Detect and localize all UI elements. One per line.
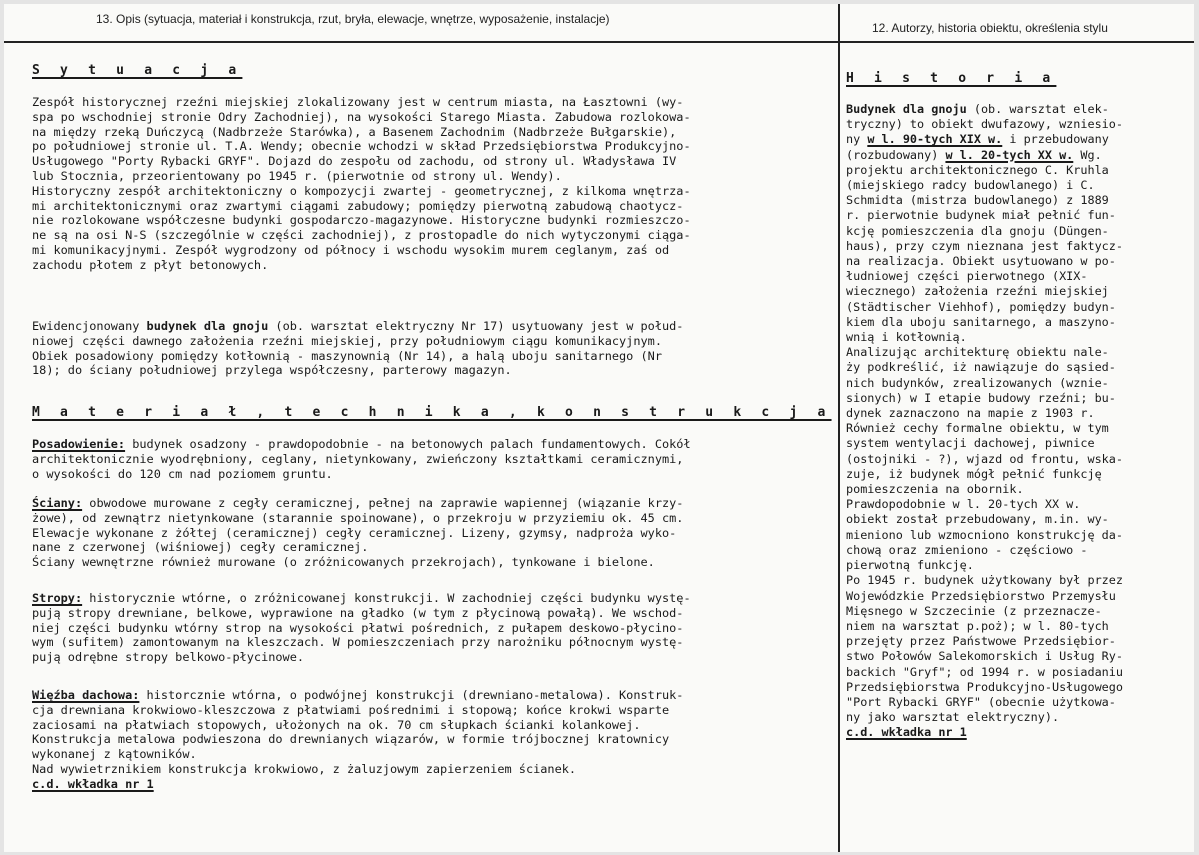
emphasis-text: w l. 20-tych XX w. [945,147,1074,162]
stropy-label: Stropy: [32,591,83,605]
continuation-note-left [32,777,683,792]
continuation-note-right [846,725,1123,740]
sciany-line [32,496,683,511]
historia-line: ny jako warsztat elektryczny). [846,710,1060,725]
document-sheet [4,4,1194,852]
historia-line: backich "Gryf"; od 1994 r. w posiadaniu [846,664,1123,679]
stropy-text: historycznie wtórne, o zróżnicowanej konstrukcji. W zachodniej części budynku wystę- [82,591,691,605]
wiezba-line: Nad wywietrznikiem konstrukcja krokwiowo, z żaluzjowym zapierzeniem ścianek. [32,761,577,776]
historia-line: przejęty przez Państwowe Przedsiębior- [846,634,1116,649]
wiezba-line [32,688,683,703]
historia-line: chową oraz zmieniono - częściowo - [846,542,1088,557]
wiezba-text: historcznie wtórna, o podwójnej konstrukcji (drewniano-metalowa). Konstruk- [139,688,684,702]
stropy-line: niej części budynku wtórny strop na wysokości płatwi pośrednich, z pułapem deskowo-płycino- [32,620,684,635]
right-column-header: 12. Autorzy, historia obiektu, określenia stylu [872,21,1108,35]
historia-line: Budynek dla gnoju (ob. warsztat elek- [846,102,1109,116]
historia-line: pomieszczenia na obornik. [846,482,1024,497]
historia-line: Również cechy formalne obiektu, w tym [846,421,1109,436]
sciany-paragraph [32,496,683,570]
sytuacja-paragraph [32,95,691,273]
left-column-header: 13. Opis (sytuacja, materiał i konstrukcja, rzut, bryła, elewacje, wnętrze, wyposażenie, instalacje) [96,12,610,26]
emphasis-text: budynek dla gnoju [146,319,269,333]
wiezba-line: cja drewniana krokwiowo-kleszczowa z płatwiami pośrednimi i stopową; końce krokwi wsparte [32,702,670,717]
historia-line: system wentylacji dachowej, piwnice [846,436,1095,451]
historia-line: projektu architektonicznego C. Kruhla [846,162,1109,177]
sytuacja-line: nie rozlokowane współczesne budynki gospodarczo-magazynowe. Historyczne budynki rozmieszczo- [32,213,691,228]
wiezba-line: Konstrukcja metalowa podwieszona do drewnianych wiązarów, w formie trójbocznej kratownicy [32,732,670,747]
sytuacja-line: po południowej stronie ul. T.A. Wendy; obecnie wchodzi w skład Przedsiębiorstwa Produkcyjno- [32,139,691,154]
historia-line: łudniowej części pierwotnego (XIX- [846,269,1088,284]
historia-line: haus), przy czym nieznana jest faktycz- [846,238,1123,253]
historia-line: Przedsiębiorstwa Produkcyjno-Usługowego [846,679,1123,694]
historia-line: kiem dla uboju sanitarnego, a maszyno- [846,314,1116,329]
wiezba-paragraph [32,688,683,792]
continuation-note-right-text: c.d. wkładka nr 1 [846,725,967,740]
emphasis-text: w l. 90-tych XIX w. [867,132,1003,147]
historia-line: (rozbudowany) w l. 20-tych XX w. Wg. [846,147,1102,162]
emphasis-text: Budynek dla gnoju [846,102,967,116]
ewidencja-line: Obiek posadowiony pomiędzy kotłownią - maszynownią (Nr 14), a halą uboju sanitarnego (Nr [32,348,662,363]
sytuacja-line: na między rzeką Duńczycą (Nadbrzeże Starówka), a Basenem Zachodnim (Nadbrzeże Bułgarskie), [32,124,677,139]
sciany-label: Ściany: [32,496,83,510]
section-title-sytuacja: S y t u a c j a [32,63,243,78]
sciany-line: żowe), od zewnątrz nietynkowane (starannie spoinowane), o przekroju w przyziemiu ok. 45 cm. [32,510,684,525]
historia-line: Schmidta (mistrza budowlanego) z 1889 [846,193,1109,208]
header-divider-right [840,41,1194,43]
historia-line: mieniono lub wzmocniono konstrukcję da- [846,527,1123,542]
historia-line: dynek zaznaczono na mapie z 1903 r. [846,406,1095,421]
ewidencja-paragraph [32,319,683,378]
ewidencja-line-text: Ewidencjonowany budynek dla gnoju (ob. warsztat elektryczny Nr 17) usytuowany jest w połud- [32,319,684,333]
historia-paragraph [846,102,1123,741]
historia-line: (miejskiego radcy budowlanego) i C. [846,178,1095,193]
sciany-line: Ściany wewnętrzne również murowane (o zróżnicowanych przekrojach), tynkowane i bielone. [32,555,655,570]
stropy-line: wym (sufitem) zamontowanym na kleszczach. W pomieszczeniach przy narożniku północnym wystę- [32,635,684,650]
posadowienie-line [32,437,691,452]
historia-line: "Port Rybacki GRYF" (obecnie użytkowa- [846,694,1116,709]
historia-line: Wojewódzkie Przedsiębiorstwo Przemysłu [846,588,1116,603]
posadowienie-label: Posadowienie: [32,437,126,451]
historia-line: zuje, iż budynek mógł pełnić funkcję [846,466,1102,481]
column-divider [838,4,840,852]
section-title-historia: H i s t o r i a [846,71,1057,86]
historia-line: sionych) w I etapie budowy rzeźni; bu- [846,390,1116,405]
historia-line: wiecznego) założenia rzeźni miejskiej [846,284,1109,299]
sytuacja-line: mi komunikacyjnymi. Zespół wygrodzony od północy i wschodu wysokim murem ceglanym, zaś od [32,242,670,257]
historia-line: ny w l. 90-tych XIX w. i przebudowany [846,132,1109,147]
stropy-line: pują stropy drewniane, belkowe, wyprawione na gładko (w tym z płycinową powałą). We wschod- [32,605,684,620]
historia-line: Analizując architekturę obiektu nale- [846,345,1109,360]
ewidencja-line: 18); do ściany południowej przylega współczesny, parterowy magazyn. [32,363,512,378]
historia-line: obiekt został przebudowany, m.in. wy- [846,512,1109,527]
historia-line: r. pierwotnie budynek miał pełnić fun- [846,208,1116,223]
wiezba-label: Więźba dachowa: [32,688,140,702]
wiezba-line: wykonanej z kątowników. [32,747,197,762]
ewidencja-line [32,319,683,334]
historia-line: niem na warsztat p.poż); w l. 80-tych [846,618,1109,633]
historia-line: wnią i kotłownią. [846,330,967,345]
posadowienie-paragraph [32,437,691,481]
historia-line: tryczny) to obiekt dwufazowy, wzniesio- [846,117,1123,132]
sytuacja-line: Usługowego "Porty Rybacki GRYF". Dojazd do zespołu od zachodu, od strony ul. Władysława IV [32,154,677,169]
historia-line: (ostojniki - ?), wjazd od frontu, wska- [846,451,1123,466]
sciany-text: obwodowe murowane z cegły ceramicznej, pełnej na zaprawie wapiennej (wiązanie krzy- [82,496,684,510]
posadowienie-text: budynek osadzony - prawdopodobnie - na betonowych palach fundamentowych. Cokół [125,437,691,451]
sciany-line: nane z czerwonej (wiśniowej) cegły ceramicznej. [32,540,369,555]
historia-line: stwo Połowów Salekomorskich i Usług Ry- [846,649,1123,664]
historia-line: nich budynków, zrealizowanych (wznie- [846,375,1109,390]
posadowienie-line: architektonicznie wyodrębniony, ceglany, nietynkowany, zwieńczony kształtkami ceramicznymi, [32,451,684,466]
historia-line: kcję pomieszczenia dla gnoju (Düngen- [846,223,1109,238]
sytuacja-line: Zespół historycznej rzeźni miejskiej zlokalizowany jest w centrum miasta, na Łasztowni (wy- [32,95,684,109]
historia-line: ży podkreślić, iż nawiązuje do sąsied- [846,360,1116,375]
posadowienie-line: o wysokości do 120 cm nad poziomem gruntu. [32,466,333,481]
stropy-paragraph [32,591,691,665]
section-title-material: M a t e r i a ł , t e c h n i k a , k o n s t r u k c j a [32,405,832,420]
wiezba-line: zaciosami na płatwiach stopowych, ułożonych na ok. 70 cm słupkach ścianki kolankowej. [32,717,641,732]
stropy-line: pują odrębne stropy belkowo-płycinowe. [32,650,305,665]
historia-line: na realizacja. Obiekt usytuowano w po- [846,254,1116,269]
sciany-line: Elewacje wykonane z żółtej (ceramicznej) cegły ceramicznej. Lizeny, gzymsy, nadproża wyko- [32,525,677,540]
sytuacja-line: mi architektonicznymi oraz zwartymi ciągami zabudowy; pomiędzy pierwotną zabudową chaotycz- [32,198,684,213]
historia-line: pierwotną funkcję. [846,558,974,573]
historia-line: Po 1945 r. budynek użytkowany był przez [846,573,1123,588]
header-divider-left [4,41,838,43]
historia-line: Prawdopodobnie w l. 20-tych XX w. [846,497,1081,512]
sytuacja-line: lub Stocznia, przeorientowany po 1945 r. (pierwotnie od strony ul. Wendy). [32,168,562,183]
historia-line: Mięsnego w Szczecinie (z przeznacze- [846,603,1102,618]
historia-line: (Städtischer Viehhof), pomiędzy budyn- [846,299,1116,314]
sytuacja-line: Historyczny zespół architektoniczny o kompozycji zwartej - geometrycznej, z kilkoma wnętrza- [32,183,691,198]
sytuacja-line: ne są na osi N-S (szczególnie w części zachodniej), z prostopadle do nich wytyczonymi ciąga- [32,228,691,243]
sytuacja-line: spa po wschodniej stronie Odry Zachodniej), na wysokości Starego Miasta. Zabudowa rozlokowa- [32,109,691,124]
ewidencja-line: niowej części dawnego założenia rzeźni miejskiej, przy południowym ciągu komunikacyjnym. [32,333,662,348]
stropy-line [32,591,691,606]
sytuacja-line: zachodu płotem z płyt betonowych. [32,257,269,272]
continuation-note-left-text: c.d. wkładka nr 1 [32,776,154,791]
